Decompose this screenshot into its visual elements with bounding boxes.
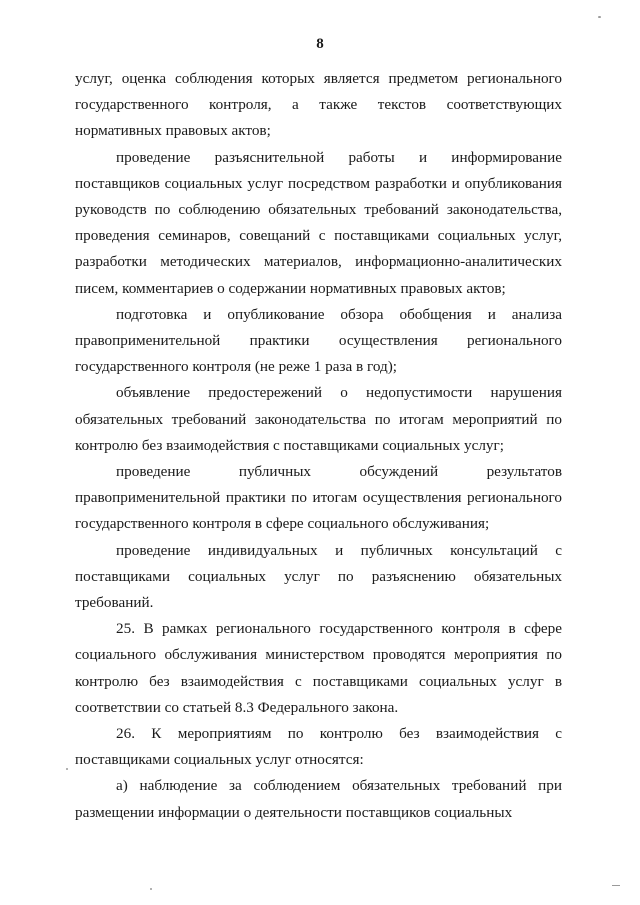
scan-speck	[66, 768, 68, 770]
paragraph-warnings: объявление предостережений о недопустимости нарушения обязательных требований законодательства по итогам мероприятий по контролю без взаимодействия с поставщиками социальных услуг;	[75, 384, 562, 454]
paragraph-review-preparation: подготовка и опубликование обзора обобщения и анализа правоприменительной практики осуществления регионального государственного контроля (не реже 1 раза в год);	[75, 305, 562, 376]
paragraph-subitem-a: а) наблюдение за соблюдением обязательных требований при размещении информации о деятельности поставщиков социальных	[75, 777, 562, 821]
paragraph-consultations: проведение индивидуальных и публичных консультаций с поставщиками социальных услуг по разъяснению обязательных требований.	[75, 541, 562, 612]
page-number: 8	[316, 36, 324, 52]
paragraph-item-25: 25. В рамках регионального государственного контроля в сфере социального обслуживания министерством проводятся мероприятия по контролю без взаимодействия с поставщиками социальных услуг в соответствии со статьей 8.3 Федерального закона.	[75, 620, 562, 716]
paragraph-explanatory-work: проведение разъяснительной работы и информирование поставщиков социальных услуг посредством разработки и опубликования руководств по соблюдению обязательных требований законодательства, проведения семинаров, совещаний с поставщиками социальных услуг, разработки методических материалов, информационно-аналитических писем, комментариев о содержании нормативных правовых актов;	[75, 148, 562, 297]
paragraph-public-discussions: проведение публичных обсуждений результатов правоприменительной практики по итогам осуществления регионального государственного контроля в сфере социального обслуживания;	[75, 463, 562, 533]
scan-speck	[150, 888, 152, 890]
scan-speck	[598, 16, 601, 18]
document-body	[75, 66, 562, 826]
paragraph-item-26: 26. К мероприятиям по контролю без взаимодействия с поставщиками социальных услуг относятся:	[75, 725, 562, 769]
paragraph-continuation: услуг, оценка соблюдения которых является предметом регионального государственного контроля, а также текстов соответствующих нормативных правовых актов;	[75, 70, 562, 140]
scan-speck	[612, 885, 620, 886]
